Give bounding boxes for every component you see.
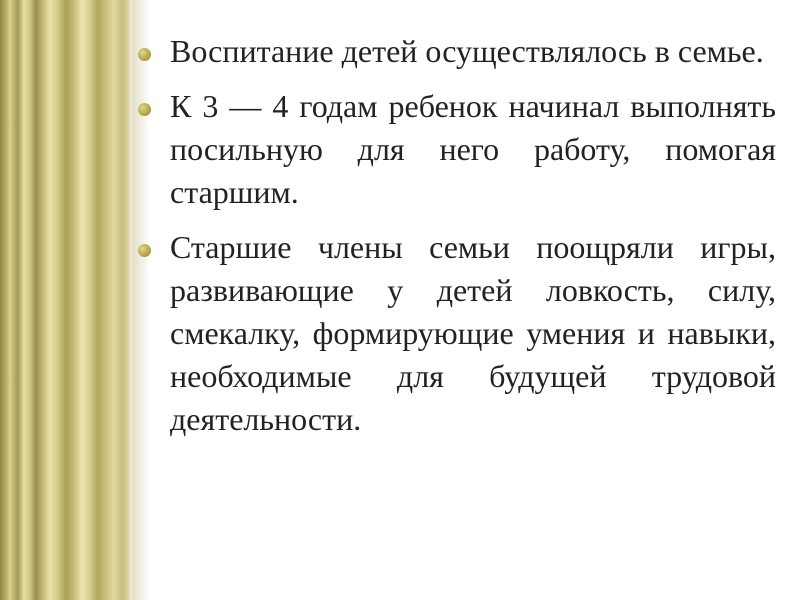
bullet-text: К 3 — 4 годам ребенок начинал выполнять посильную для него работу, помогая старшим. (170, 88, 776, 210)
bullet-icon (138, 244, 151, 257)
bullet-item-1 (134, 30, 776, 73)
bullet-item-3 (134, 226, 776, 441)
bullet-list (134, 30, 776, 441)
bullet-icon (138, 103, 151, 116)
slide-content (134, 30, 776, 453)
bullet-icon (138, 48, 151, 61)
curtain-decoration (0, 0, 132, 600)
bullet-item-2 (134, 85, 776, 214)
bullet-text: Старшие члены семьи поощряли игры, развивающие у детей ловкость, силу, смекалку, формирующие умения и навыки, необходимые для будущей трудовой деятельности. (170, 229, 776, 437)
bullet-text: Воспитание детей осуществлялось в семье. (170, 33, 764, 69)
